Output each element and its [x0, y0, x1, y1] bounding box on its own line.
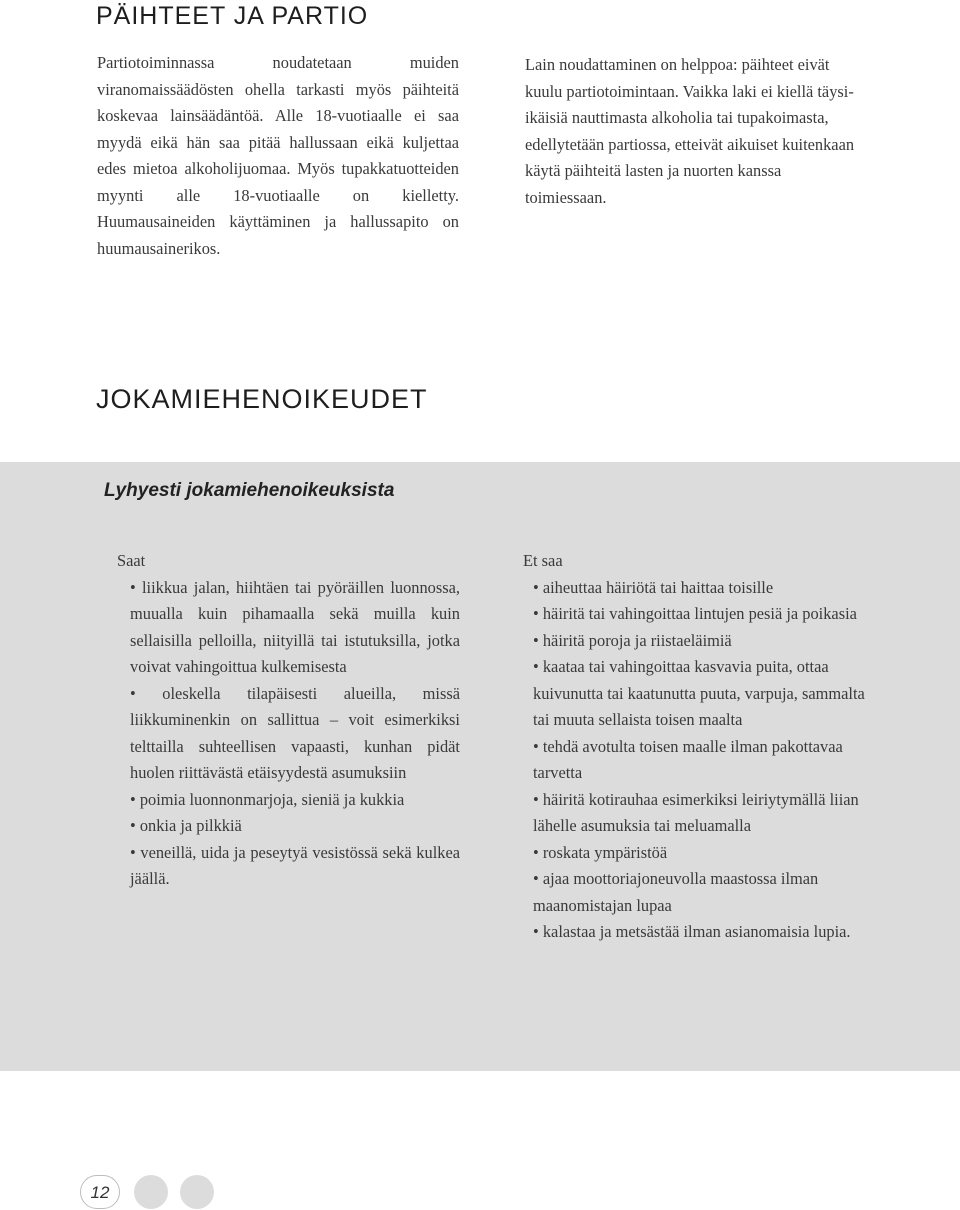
forbidden-item: • aiheuttaa häiriötä tai haittaa toisille — [533, 575, 868, 602]
allowed-heading: Saat — [117, 551, 146, 570]
panel-title: Lyhyesti jokamiehenoikeuksista — [104, 480, 395, 501]
allowed-item: • poimia luonnonmarjoja, sieniä ja kukkia — [130, 787, 460, 814]
allowed-column — [117, 548, 460, 893]
forbidden-heading: Et saa — [523, 551, 563, 570]
page-number: 12 — [80, 1175, 120, 1209]
forbidden-item: • häiritä kotirauhaa esimerkiksi leiriytymällä liian lähelle asumuksia tai meluamalla — [533, 787, 868, 840]
forbidden-column — [523, 548, 868, 946]
forbidden-item: • roskata ympäristöä — [533, 840, 868, 867]
paihteet-left-paragraph: Partiotoiminnassa noudatetaan muiden viranomaissäädösten ohella tarkasti myös päihteitä koskevaa lainsäädäntöä. Alle 18-vuotiaalle ei saa myydä eikä hän saa pitää hallussaan eikä kuljettaa edes mietoa alkoholijuomaa. Myös tupakkatuotteiden myynti alle 18-vuotiaalle on kielletty. Huumausaineiden käyttäminen ja hallussapito on huumausainerikos. — [97, 53, 459, 258]
forbidden-item: • kalastaa ja metsästää ilman asianomaisia lupia. — [533, 919, 868, 946]
forbidden-list — [523, 575, 868, 946]
allowed-item: • liikkua jalan, hiihtäen tai pyöräillen luonnossa, muualla kuin pihamaalla sekä muilla kuin sellaisilla pelloilla, niityillä tai istutuksilla, jotka voivat vahingoittua kulkemisesta — [130, 575, 460, 681]
paihteet-left-column — [97, 50, 459, 262]
section-title-paihteet: PÄIHTEET JA PARTIO — [96, 2, 369, 30]
paihteet-right-paragraph: Lain noudattaminen on helppoa: päihteet eivät kuulu partiotoimintaan. Vaikka laki ei kiellä täysi-ikäisiä nauttimasta alkoholia tai tupakoimasta, edellytetään partiossa, etteivät aikuiset kuitenkaan käytä päihteitä lasten ja nuorten kanssa toimiessaan. — [525, 55, 855, 207]
paihteet-right-column — [525, 52, 865, 211]
forbidden-item: • ajaa moottoriajoneuvolla maastossa ilman maanomistajan lupaa — [533, 866, 868, 919]
section-title-jokamiehenoikeudet: JOKAMIEHENOIKEUDET — [96, 384, 428, 414]
forbidden-item: • häiritä tai vahingoittaa lintujen pesiä ja poikasia — [533, 601, 868, 628]
allowed-item: • veneillä, uida ja peseytyä vesistössä sekä kulkea jäällä. — [130, 840, 460, 893]
forbidden-item: • häiritä poroja ja riistaeläimiä — [533, 628, 868, 655]
jokamiehenoikeudet-panel — [0, 462, 960, 1071]
allowed-item: • oleskella tilapäisesti alueilla, missä liikkuminenkin on sallittua – voit esimerkiksi telttailla suhteellisen vapaasti, kunhan pidät huolen riittävästä etäisyydestä asumuksiin — [130, 681, 460, 787]
decorative-circle — [134, 1175, 168, 1209]
forbidden-item: • kaataa tai vahingoittaa kasvavia puita, ottaa kuivunutta tai kaatunutta puuta, varpuja, sammalta tai muuta sellaista toisen maalta — [533, 654, 868, 734]
decorative-circle — [180, 1175, 214, 1209]
allowed-item: • onkia ja pilkkiä — [130, 813, 460, 840]
forbidden-item: • tehdä avotulta toisen maalle ilman pakottavaa tarvetta — [533, 734, 868, 787]
allowed-list — [117, 575, 460, 893]
